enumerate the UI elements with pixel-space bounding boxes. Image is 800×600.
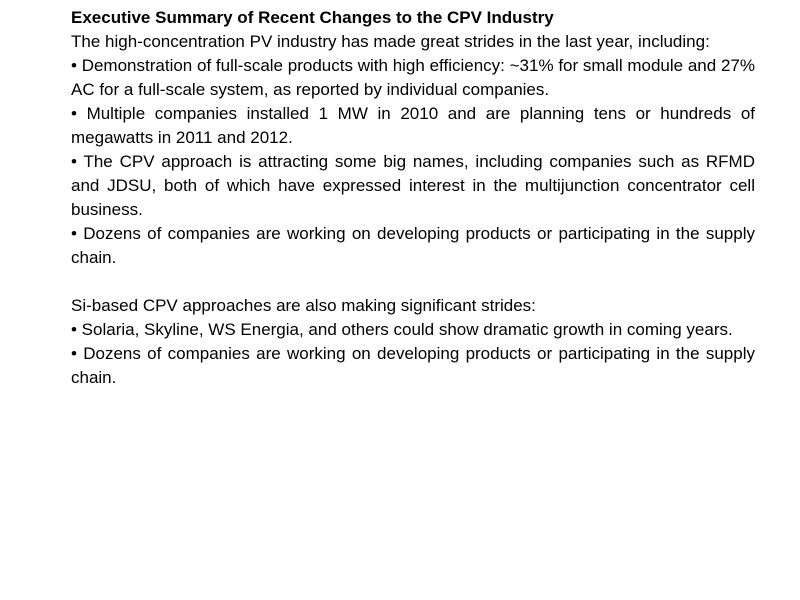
section2-intro: Si-based CPV approaches are also making significant strides: (71, 296, 536, 315)
section1-intro: The high-concentration PV industry has made great strides in the last year, including: (71, 32, 710, 51)
bullet-item: • Dozens of companies are working on developing products or participating in the supply chain. (71, 224, 755, 267)
bullet-item: • Demonstration of full-scale products with high efficiency: ~31% for small module and 27% AC for a full-scale system, as reported by individual companies. (71, 56, 755, 99)
bullet-item: • Solaria, Skyline, WS Energia, and others could show dramatic growth in coming years. (71, 320, 733, 339)
page-title: Executive Summary of Recent Changes to the CPV Industry (71, 8, 554, 27)
slide-body (71, 6, 755, 390)
section-divider (71, 270, 755, 294)
bullet-item: • The CPV approach is attracting some big names, including companies such as RFMD and JDSU, both of which have expressed interest in the multijunction concentrator cell business. (71, 152, 755, 219)
bullet-item: • Dozens of companies are working on developing products or participating in the supply chain. (71, 344, 755, 387)
bullet-item: • Multiple companies installed 1 MW in 2010 and are planning tens or hundreds of megawatts in 2011 and 2012. (71, 104, 755, 147)
